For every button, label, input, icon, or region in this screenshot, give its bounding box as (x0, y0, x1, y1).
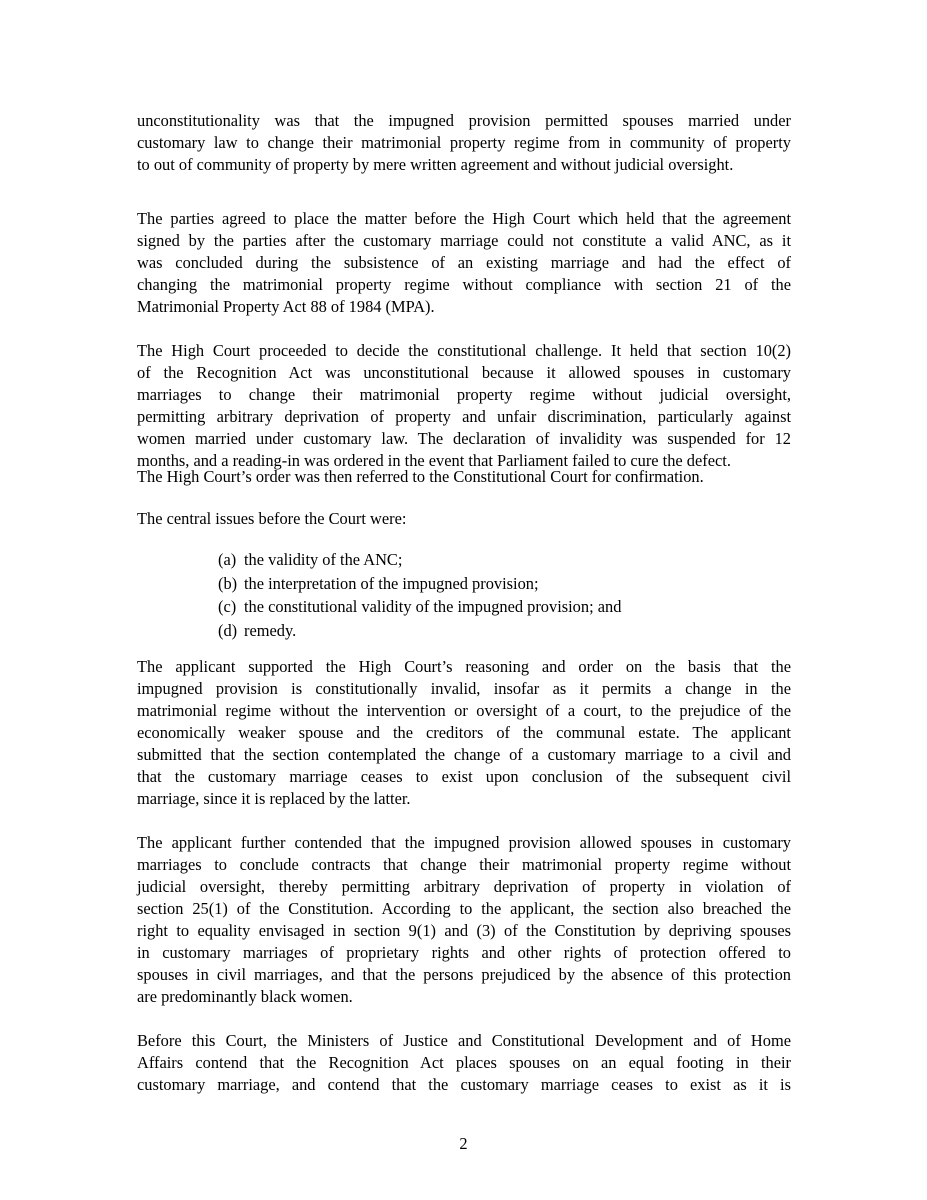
text-line: marriages to change their matrimonial property regime without judicial oversight, (137, 385, 791, 404)
paragraph-5 (137, 508, 791, 530)
text-line: changing the matrimonial property regime without compliance with section 21 of the (137, 275, 791, 294)
text-line: The applicant further contended that the impugned provision allowed spouses in customary (137, 833, 791, 852)
list-label: (c) (218, 597, 237, 616)
text-line: marriage, since it is replaced by the latter. (137, 789, 411, 808)
text-line: section 25(1) of the Constitution. According to the applicant, the section also breached the (137, 899, 791, 918)
paragraph-2 (137, 208, 791, 318)
text-line: women married under customary law. The declaration of invalidity was suspended for 12 (137, 429, 791, 448)
list-item (218, 595, 621, 619)
text-line: customary marriage, and contend that the customary marriage ceases to exist as it is (137, 1075, 791, 1094)
text-line: marriages to conclude contracts that change their matrimonial property regime without (137, 855, 791, 874)
paragraph-4 (137, 466, 791, 488)
list-item (218, 619, 621, 643)
text-line: Matrimonial Property Act 88 of 1984 (MPA). (137, 297, 435, 316)
text-line: in customary marriages of proprietary rights and other rights of protection offered to (137, 943, 791, 962)
text-line: that the customary marriage ceases to exist upon conclusion of the subsequent civil (137, 767, 791, 786)
list-label: (d) (218, 620, 238, 640)
text-line: judicial oversight, thereby permitting arbitrary deprivation of property in violation of (137, 877, 791, 896)
text-line: of the Recognition Act was unconstitutional because it allowed spouses in customary (137, 363, 791, 382)
list-text: remedy. (244, 620, 297, 640)
list-text: the validity of the ANC; (244, 550, 403, 569)
list-text: the interpretation of the impugned provision; (244, 573, 539, 593)
text-line: are predominantly black women. (137, 987, 353, 1006)
issues-list (218, 548, 621, 642)
text-line: unconstitutionality was that the impugned provision permitted spouses married under (137, 111, 791, 130)
text-line: spouses in civil marriages, and that the persons prejudiced by the absence of this protection (137, 965, 791, 984)
text-line: The central issues before the Court were: (137, 509, 407, 528)
text-line: matrimonial regime without the intervention or oversight of a court, to the prejudice of the (137, 701, 791, 720)
text-line: The High Court proceeded to decide the constitutional challenge. It held that section 10(2) (137, 341, 791, 360)
text-line: right to equality envisaged in section 9(1) and (3) of the Constitution by depriving spouses (137, 921, 791, 940)
list-text: the constitutional validity of the impugned provision; and (244, 597, 622, 616)
text-line: Affairs contend that the Recognition Act places spouses on an equal footing in their (137, 1053, 791, 1072)
text-line: Before this Court, the Ministers of Justice and Constitutional Development and of Home (137, 1031, 791, 1050)
text-line: signed by the parties after the customary marriage could not constitute a valid ANC, as it (137, 231, 791, 250)
paragraph-8 (137, 1030, 791, 1096)
list-label: (b) (218, 573, 238, 593)
list-item (218, 572, 621, 596)
text-line: economically weaker spouse and the creditors of the communal estate. The applicant (137, 723, 791, 742)
text-line: customary law to change their matrimonial property regime from in community of property (137, 133, 791, 152)
text-line: permitting arbitrary deprivation of property and unfair discrimination, particularly against (137, 407, 791, 426)
text-line: The parties agreed to place the matter before the High Court which held that the agreement (137, 209, 791, 228)
text-line: months, and a reading-in was ordered in the event that Parliament failed to cure the defect. (137, 451, 731, 470)
text-line: to out of community of property by mere written agreement and without judicial oversight. (137, 155, 734, 174)
paragraph-1 (137, 110, 791, 176)
text-line: The applicant supported the High Court’s reasoning and order on the basis that the (137, 657, 791, 676)
paragraph-6 (137, 656, 791, 810)
text-line: The High Court’s order was then referred to the Constitutional Court for confirmation. (137, 467, 704, 486)
text-line: impugned provision is constitutionally invalid, insofar as it permits a change in the (137, 679, 791, 698)
list-item (218, 548, 621, 572)
paragraph-7 (137, 832, 791, 1008)
page-number: 2 (459, 1134, 468, 1153)
list-label: (a) (218, 550, 237, 569)
text-line: was concluded during the subsistence of an existing marriage and had the effect of (137, 253, 791, 272)
text-line: submitted that the section contemplated the change of a customary marriage to a civil and (137, 745, 791, 764)
paragraph-3 (137, 340, 791, 472)
